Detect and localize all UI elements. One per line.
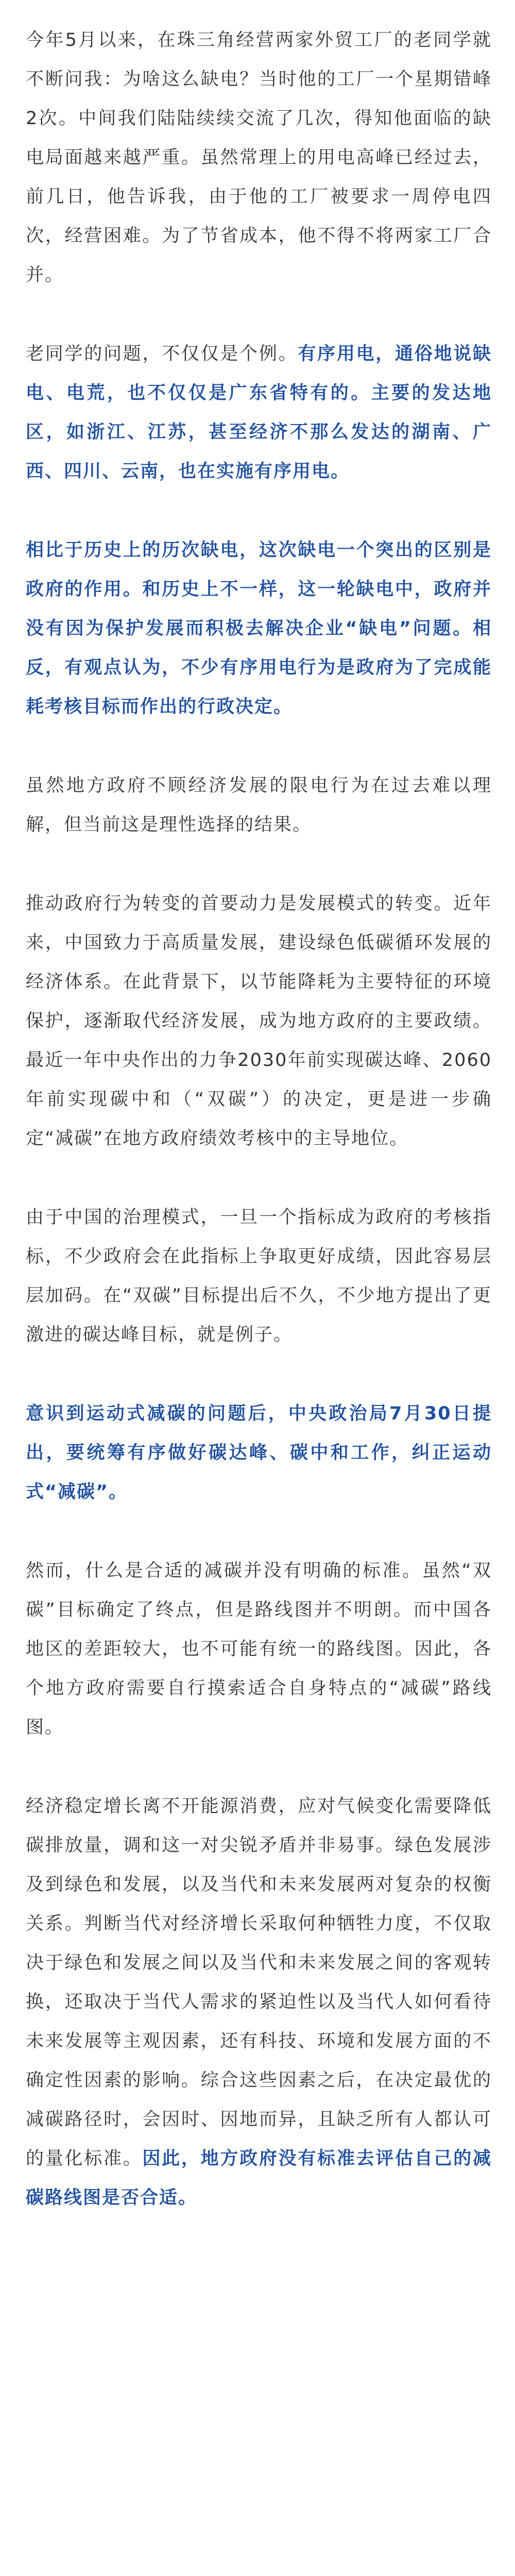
paragraph-6-text: 由于中国的治理模式，一旦一个指标成为政府的考核指标，不少政府会在此指标上争取更好成绩，因此容易层层加码。在“双碳”目标提出后不久，不少地方提出了更激进的碳达峰目标，就是例子。 xyxy=(26,1207,492,1345)
paragraph-8 xyxy=(26,1551,492,1747)
paragraph-9-emphasis: 因此，地方政府没有标准去评估自己的减碳路线图是否合适。 xyxy=(26,2148,492,2208)
paragraph-7 xyxy=(26,1394,492,1512)
paragraph-9 xyxy=(26,1787,492,2217)
paragraph-6 xyxy=(26,1198,492,1354)
paragraph-4-text: 虽然地方政府不顾经济发展的限电行为在过去难以理解，但当前这是理性选择的结果。 xyxy=(26,775,492,835)
paragraph-7-emphasis: 意识到运动式减碳的问题后，中央政治局7月30日提出，要统筹有序做好碳达峰、碳中和工作，纠正运动式“减碳”。 xyxy=(26,1403,492,1502)
paragraph-5-text: 推动政府行为转变的首要动力是发展模式的转变。近年来，中国致力于高质量发展，建设绿色低碳循环发展的经济体系。在此背景下，以节能降耗为主要特征的环境保护，逐渐取代经济发展，成为地方政府的主要政绩。最近一年中央作出的力争2030年前实现碳达峰、2060年前实现碳中和（“双碳”）的决定，更是进一步确定“减碳”在地方政府绩效考核中的主导地位。 xyxy=(26,893,492,1149)
paragraph-2-emphasis: 有序用电，通俗地说缺电、电荒，也不仅仅是广东省特有的。主要的发达地区，如浙江、江苏，甚至经济不那么发达的湖南、广西、四川、云南，也在实施有序用电。 xyxy=(26,344,492,482)
paragraph-5 xyxy=(26,884,492,1158)
paragraph-2 xyxy=(26,334,492,491)
paragraph-1 xyxy=(26,21,492,295)
paragraph-8-text: 然而，什么是合适的减碳并没有明确的标准。虽然“双碳”目标确定了终点，但是路线图并不明朗。而中国各地区的差距较大，也不可能有统一的路线图。因此，各个地方政府需要自行摸索适合自身特点的“减碳”路线图。 xyxy=(26,1561,492,1738)
paragraph-4 xyxy=(26,766,492,844)
paragraph-2-text: 老同学的问题，不仅仅是个例。 xyxy=(26,344,298,364)
paragraph-9-text: 经济稳定增长离不开能源消费，应对气候变化需要降低碳排放量，调和这一对尖锐矛盾并非易事。绿色发展涉及到绿色和发展，以及当代和未来发展两对复杂的权衡关系。判断当代对经济增长采取何种牺牲力度，不仅取决于绿色和发展之间以及当代和未来发展之间的客观转换，还取决于当代人需求的紧迫性以及当代人如何看待未来发展等主观因素，还有科技、环境和发展方面的不确定性因素的影响。综合这些因素之后，在决定最优的减碳路径时，会因时、因地而异，且缺乏所有人都认可的量化标准。 xyxy=(26,1796,492,2169)
paragraph-3 xyxy=(26,531,492,726)
paragraph-3-emphasis: 相比于历史上的历次缺电，这次缺电一个突出的区别是政府的作用。和历史上不一样，这一轮缺电中，政府并没有因为保护发展而积极去解决企业“缺电”问题。相反，有观点认为，不少有序用电行为是政府为了完成能耗考核目标而作出的行政决定。 xyxy=(26,540,492,717)
paragraph-1-text: 今年5月以来，在珠三角经营两家外贸工厂的老同学就不断问我：为啥这么缺电？当时他的工厂一个星期错峰2次。中间我们陆陆续续交流了几次，得知他面临的缺电局面越来越严重。虽然常理上的用电高峰已经过去，前几日，他告诉我，由于他的工厂被要求一周停电四次，经营困难。为了节省成本，他不得不将两家工厂合并。 xyxy=(26,30,492,285)
